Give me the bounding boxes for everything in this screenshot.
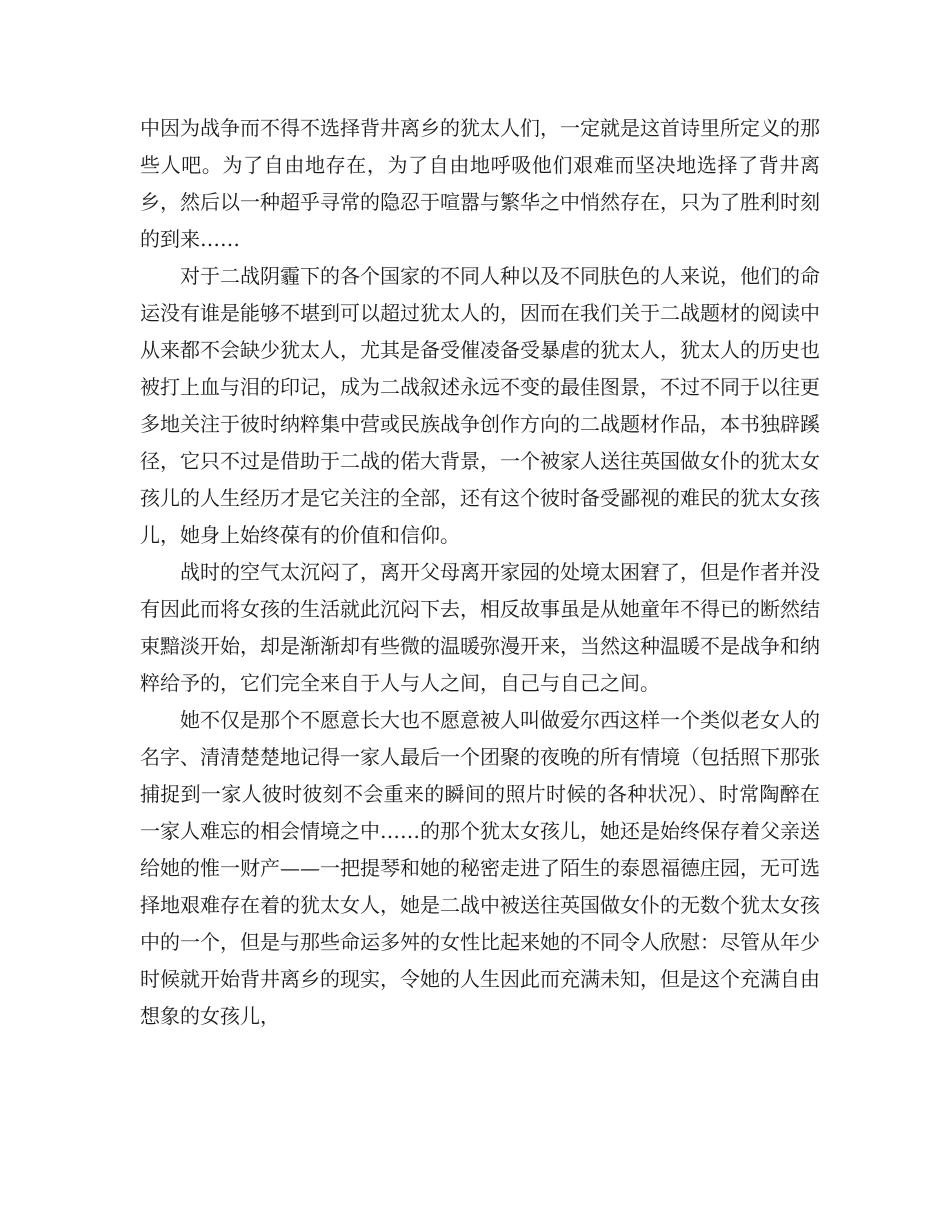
paragraph-4: 她不仅是那个不愿意长大也不愿意被人叫做爱尔西这样一个类似老女人的名字、清清楚楚地记得一家人最后一个团聚的夜晚的所有情境（包括照下那张捕捉到一家人彼时彼刻不会重来的瞬间的照片时候的各种状况）、时常陶醉在一家人难忘的相会情境之中……的那个犹太女孩儿，她还是始终保存着父亲送给她的惟一财产——一把提琴和她的秘密走进了陌生的泰恩福德庄园，无可选择地艰难存在着的犹太女人，她是二战中被送往英国做女仆的无数个犹太女孩中的一个，但是与那些命运多舛的女性比起来她的不同令人欣慰：尽管从年少时候就开始背井离乡的现实，令她的人生因此而充满未知，但是这个充满自由想象的女孩儿， xyxy=(140,708,820,1028)
paragraph-2: 对于二战阴霾下的各个国家的不同人种以及不同肤色的人来说，他们的命运没有谁是能够不堪到可以超过犹太人的，因而在我们关于二战题材的阅读中从来都不会缺少犹太人，尤其是备受催凌备受暴虐的犹太人，犹太人的历史也被打上血与泪的印记，成为二战叙述永远不变的最佳图景，不过不同于以往更多地关注于彼时纳粹集中营或民族战争创作方向的二战题材作品，本书独辟蹊径，它只不过是借助于二战的偌大背景，一个被家人送往英国做女仆的犹太女孩儿的人生经历才是它关注的全部，还有这个彼时备受鄙视的难民的犹太女孩儿，她身上始终葆有的价值和信仰。 xyxy=(140,264,820,547)
paragraph-1: 中因为战争而不得不选择背井离乡的犹太人们，一定就是这首诗里所定义的那些人吧。为了自由地存在，为了自由地呼吸他们艰难而坚决地选择了背井离乡，然后以一种超乎寻常的隐忍于喧嚣与繁华之中悄然存在，只为了胜利时刻的到来…… xyxy=(140,116,820,251)
body-text xyxy=(140,110,820,1035)
paragraph-3: 战时的空气太沉闷了，离开父母离开家园的处境太困窘了，但是作者并没有因此而将女孩的生活就此沉闷下去，相反故事虽是从她童年不得已的断然结束黯淡开始，却是渐渐却有些微的温暖弥漫开来，当然这种温暖不是战争和纳粹给予的，它们完全来自于人与人之间，自己与自己之间。 xyxy=(140,560,820,695)
